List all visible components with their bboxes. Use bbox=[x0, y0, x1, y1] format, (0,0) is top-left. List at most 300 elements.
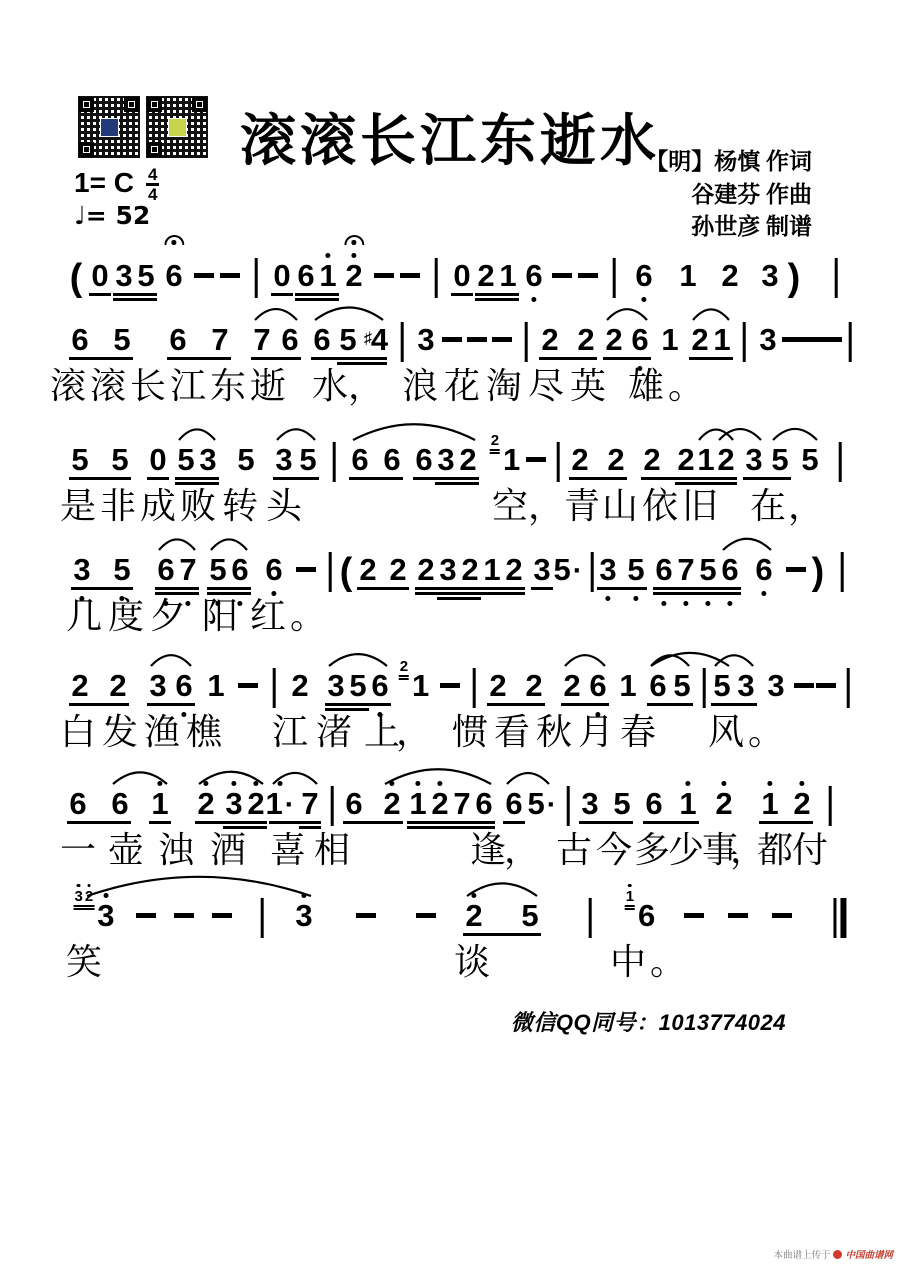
duration-dash bbox=[802, 322, 822, 342]
note: 5 bbox=[237, 442, 255, 477]
barline bbox=[841, 552, 844, 592]
note: 3 bbox=[533, 552, 551, 587]
octave-dot bbox=[77, 884, 80, 887]
barline bbox=[589, 898, 592, 938]
beam-underline bbox=[643, 821, 699, 824]
lyric-syllable: ， bbox=[787, 486, 825, 526]
note: 7 bbox=[301, 786, 319, 821]
lyric-line bbox=[0, 366, 900, 410]
note: 6 bbox=[505, 786, 523, 821]
note: 3 bbox=[225, 786, 242, 822]
lyric-syllable: ， bbox=[527, 486, 565, 526]
duration-dash bbox=[174, 898, 194, 918]
note: 6 bbox=[755, 552, 772, 588]
note: 6 bbox=[157, 552, 174, 588]
duration-dash bbox=[552, 258, 572, 278]
duration-dash bbox=[296, 552, 316, 572]
lyric-syllable: 青 bbox=[563, 486, 601, 526]
note: 1 bbox=[713, 322, 731, 357]
note: ♯4 bbox=[363, 322, 389, 357]
lyric-syllable: 淘 bbox=[485, 366, 523, 406]
note: 2 1 bbox=[490, 432, 521, 477]
note: 1 6 bbox=[625, 898, 656, 934]
note: 3 bbox=[761, 258, 779, 293]
parenthesis: ( bbox=[69, 257, 83, 299]
beam-underline bbox=[295, 293, 339, 296]
note: 2 bbox=[793, 786, 810, 822]
note: 6 bbox=[351, 442, 369, 477]
beam-underline bbox=[325, 703, 391, 706]
beam-underline bbox=[415, 592, 525, 595]
fermata-icon bbox=[344, 235, 364, 245]
note: 3 bbox=[295, 898, 312, 934]
lyric-syllable: 旧 bbox=[681, 486, 719, 526]
lyric-syllable: 渔 bbox=[143, 712, 181, 752]
beam-underline bbox=[349, 477, 403, 480]
lyric-syllable: 浊 bbox=[157, 830, 195, 870]
slur-arc bbox=[715, 655, 753, 666]
beam-underline bbox=[207, 592, 251, 595]
sharp-accidental: ♯ bbox=[363, 330, 372, 347]
duration-dash bbox=[442, 322, 462, 342]
watermark bbox=[773, 1247, 893, 1261]
note: 6 bbox=[231, 552, 248, 588]
beam-underline bbox=[759, 821, 813, 824]
barline bbox=[329, 552, 332, 592]
duration-dash bbox=[374, 258, 394, 278]
grace-notes: 2 bbox=[399, 658, 409, 680]
note: 6 bbox=[297, 258, 315, 293]
note: 2 bbox=[489, 668, 507, 703]
note: 6 bbox=[165, 258, 182, 294]
lyric-syllable: 白 bbox=[59, 712, 97, 752]
time-signature: $\frac{4}{4}$ bbox=[147, 165, 158, 204]
beam-underline bbox=[711, 703, 757, 706]
note: 2 bbox=[577, 322, 595, 357]
note: 6 bbox=[175, 668, 192, 704]
octave-dot-below bbox=[642, 297, 647, 302]
lyric-syllable: 中 bbox=[609, 942, 647, 982]
beam-underline bbox=[67, 821, 131, 824]
barline bbox=[591, 552, 594, 592]
beam-underline bbox=[337, 362, 387, 365]
beam-underline bbox=[531, 587, 553, 590]
note: 5 bbox=[627, 552, 644, 588]
beam-underline bbox=[487, 703, 545, 706]
note: 0 bbox=[273, 258, 291, 293]
note: 2 bbox=[345, 258, 362, 294]
note: 5 bbox=[137, 258, 155, 293]
note: 3 bbox=[149, 668, 167, 703]
beam-underline bbox=[71, 587, 133, 590]
slur-tie-arcs bbox=[0, 872, 900, 902]
lyric-syllable: 古 bbox=[555, 830, 593, 870]
slur-arc bbox=[353, 424, 475, 440]
note: 5 bbox=[349, 668, 367, 703]
lyric-syllable: ， bbox=[503, 830, 541, 870]
lyric-syllable: 风 bbox=[707, 712, 745, 752]
parenthesis: ) bbox=[811, 551, 825, 593]
note: 6 bbox=[71, 322, 89, 357]
note: 5 bbox=[299, 442, 317, 477]
lyric-syllable: 樵 bbox=[185, 712, 223, 752]
note: 2 bbox=[461, 552, 479, 587]
grace-notes: 3 2 bbox=[74, 888, 95, 910]
note: 2 1 bbox=[399, 658, 430, 703]
lyric-syllable: 阳 bbox=[201, 596, 239, 636]
lyric-line bbox=[0, 942, 900, 986]
beam-underline bbox=[641, 477, 737, 480]
beam-underline bbox=[689, 357, 733, 360]
duration-dash bbox=[786, 552, 806, 572]
note: 2 bbox=[459, 442, 477, 477]
lyric-syllable: 。 bbox=[747, 712, 785, 752]
qr-finder-icon bbox=[124, 97, 139, 112]
parenthesis: ) bbox=[787, 257, 801, 299]
note: 1 bbox=[319, 258, 336, 294]
note: 6 bbox=[415, 442, 433, 477]
lyric-line bbox=[0, 486, 900, 530]
note: 2 bbox=[465, 898, 482, 934]
final-barline bbox=[833, 898, 846, 938]
lyric-syllable: 秋 bbox=[535, 712, 573, 752]
watermark-text: 本曲谱上传于 bbox=[773, 1250, 831, 1261]
lyric-syllable: 长 bbox=[129, 366, 167, 406]
note: 3 bbox=[581, 786, 599, 821]
note: 3 bbox=[439, 552, 457, 587]
note: 1 bbox=[661, 322, 679, 357]
lyric-syllable: 都 bbox=[756, 830, 794, 870]
note: 5 bbox=[111, 442, 129, 477]
note: 3 bbox=[73, 552, 90, 588]
note: 3 bbox=[417, 322, 435, 357]
note: 6 bbox=[69, 786, 87, 821]
note: 3 bbox=[275, 442, 293, 477]
note: 1 bbox=[697, 442, 715, 477]
note: 2 bbox=[563, 668, 581, 703]
barline bbox=[525, 322, 528, 362]
beam-underline bbox=[269, 821, 321, 824]
beam-underline bbox=[311, 357, 387, 360]
octave-dot-above bbox=[103, 893, 108, 898]
beam-underline bbox=[273, 477, 319, 480]
note: 5· bbox=[553, 552, 583, 587]
quarter-note-icon: ♩ bbox=[74, 201, 86, 230]
lyric-syllable: 度 bbox=[107, 596, 145, 636]
note: 2 bbox=[677, 442, 695, 477]
beam-underline bbox=[147, 703, 195, 706]
beam-underline bbox=[357, 587, 409, 590]
note: 6 bbox=[313, 322, 331, 357]
beam-underline bbox=[743, 477, 791, 480]
beam-underline bbox=[463, 933, 541, 936]
slur-arc bbox=[699, 430, 733, 440]
lyric-syllable: 依 bbox=[641, 486, 679, 526]
barline bbox=[333, 442, 336, 482]
duration-dash bbox=[794, 668, 814, 688]
lyric-syllable: 相 bbox=[313, 830, 351, 870]
note: 2 bbox=[721, 258, 739, 293]
duration-dash bbox=[467, 322, 487, 342]
lyric-syllable: 春 bbox=[619, 712, 657, 752]
slur-arc bbox=[179, 429, 215, 440]
beam-underline bbox=[653, 587, 741, 590]
note: 0 bbox=[91, 258, 109, 293]
note: 3 bbox=[199, 442, 217, 477]
beam-underline bbox=[195, 821, 267, 824]
duration-dash bbox=[212, 898, 232, 918]
note: 2 bbox=[505, 552, 523, 587]
beam-underline bbox=[325, 708, 369, 711]
note: 5 bbox=[339, 322, 357, 357]
beam-underline bbox=[475, 293, 519, 296]
beam-underline bbox=[149, 821, 171, 824]
note: 6 bbox=[169, 322, 187, 357]
barline bbox=[331, 786, 334, 826]
octave-dot bbox=[87, 884, 90, 887]
lyric-syllable: 发 bbox=[101, 712, 139, 752]
note: 2 bbox=[607, 442, 625, 477]
note: 3 bbox=[327, 668, 345, 703]
lyric-syllable: 事 bbox=[701, 830, 739, 870]
note: 6 bbox=[721, 552, 738, 588]
slur-arc bbox=[467, 883, 537, 896]
lyric-syllable: 空 bbox=[491, 486, 529, 526]
augmentation-dot: · bbox=[546, 789, 557, 821]
lyric-syllable: 几 bbox=[65, 596, 103, 636]
duration-dash bbox=[782, 322, 802, 342]
slur-arc bbox=[651, 653, 729, 666]
lyric-syllable: 少 bbox=[667, 830, 705, 870]
qr-finder-icon bbox=[79, 97, 94, 112]
note: 2 bbox=[643, 442, 661, 477]
fermata-icon bbox=[164, 235, 184, 245]
note: 2 bbox=[525, 668, 543, 703]
note: 6 bbox=[111, 786, 129, 821]
note: 2 bbox=[571, 442, 589, 477]
note: 5 bbox=[613, 786, 631, 821]
note: 6 bbox=[525, 258, 542, 294]
octave-dot bbox=[628, 884, 631, 887]
slur-arc bbox=[651, 655, 689, 666]
lyric-syllable: 雄 bbox=[627, 366, 665, 406]
beam-underline bbox=[407, 821, 495, 824]
slur-arc bbox=[773, 429, 817, 440]
contact-info: 微信QQ同号：1013774024 bbox=[510, 1010, 786, 1035]
beam-underline bbox=[579, 821, 633, 824]
slur-arc bbox=[159, 539, 195, 550]
lyric-syllable: 看 bbox=[493, 712, 531, 752]
slur-arc bbox=[87, 877, 311, 896]
lyric-syllable: 。 bbox=[289, 596, 327, 636]
lyric-syllable: 山 bbox=[601, 486, 639, 526]
slur-arc bbox=[211, 539, 247, 550]
lyric-syllable: 红 bbox=[249, 596, 287, 636]
barline bbox=[557, 442, 560, 482]
beam-underline bbox=[299, 826, 321, 829]
lyric-syllable: 今 bbox=[595, 830, 633, 870]
note: 7 bbox=[253, 322, 271, 357]
note: 5 bbox=[673, 668, 691, 703]
lyric-syllable: 惯 bbox=[451, 712, 489, 752]
lyricist-credit: 【明】杨慎 作词 bbox=[645, 149, 812, 174]
barline bbox=[255, 258, 258, 298]
beam-underline bbox=[343, 821, 403, 824]
note: 2 bbox=[291, 668, 309, 703]
note: 1 bbox=[761, 786, 778, 822]
beam-underline bbox=[155, 592, 199, 595]
lyric-syllable: 渚 bbox=[315, 712, 353, 752]
lyric-syllable: 是 bbox=[59, 486, 97, 526]
note: 6 bbox=[475, 786, 493, 821]
barline bbox=[829, 786, 832, 826]
lyric-syllable: 在 bbox=[749, 486, 787, 526]
duration-dash bbox=[440, 668, 460, 688]
note: 6 bbox=[371, 668, 388, 704]
beam-underline bbox=[207, 587, 251, 590]
note: 6 bbox=[383, 442, 401, 477]
lyric-syllable: 。 bbox=[649, 942, 687, 982]
note: 1 bbox=[151, 786, 168, 822]
lyric-syllable: ， bbox=[395, 712, 433, 752]
beam-underline bbox=[223, 826, 267, 829]
lyric-syllable: 谈 bbox=[453, 942, 491, 982]
duration-dash bbox=[526, 442, 546, 462]
duration-dash bbox=[136, 898, 156, 918]
duration-dash bbox=[416, 898, 436, 918]
composer-credit: 谷建芬 作曲 bbox=[691, 181, 812, 207]
lyric-syllable: 英 bbox=[569, 366, 607, 406]
key-label: 1= C bbox=[74, 166, 134, 198]
lyric-syllable: 成 bbox=[139, 486, 177, 526]
note: 2 bbox=[477, 258, 495, 293]
duration-dash bbox=[194, 258, 214, 278]
note: 2 bbox=[109, 668, 127, 703]
note: 5 bbox=[521, 898, 539, 933]
beam-underline bbox=[435, 482, 479, 485]
note: 2 bbox=[431, 786, 448, 822]
note: 3 2 3 bbox=[74, 898, 115, 934]
note: 3 bbox=[759, 322, 777, 357]
duration-dash bbox=[220, 258, 240, 278]
note: 2 bbox=[715, 786, 732, 822]
grace-notes: 1 bbox=[625, 888, 635, 910]
note: 5 bbox=[71, 442, 89, 477]
beam-underline bbox=[415, 587, 525, 590]
note: 2 bbox=[717, 442, 735, 477]
slur-arc bbox=[565, 655, 605, 666]
duration-dash bbox=[822, 322, 842, 342]
note: 1 bbox=[483, 552, 501, 587]
note: 3 bbox=[767, 668, 785, 703]
beam-underline bbox=[539, 357, 597, 360]
lyric-syllable: 壶 bbox=[107, 830, 145, 870]
lyric-syllable: 一 bbox=[59, 830, 97, 870]
barline bbox=[567, 786, 570, 826]
parenthesis: ( bbox=[339, 551, 353, 593]
lyric-syllable: ， bbox=[729, 830, 767, 870]
beam-underline bbox=[653, 592, 741, 595]
duration-dash bbox=[400, 258, 420, 278]
lyric-syllable: 败 bbox=[179, 486, 217, 526]
note: 3 bbox=[737, 668, 755, 703]
lyric-syllable: 逢 bbox=[469, 830, 507, 870]
beam-underline bbox=[603, 357, 651, 360]
note: 2 bbox=[417, 552, 435, 587]
note: 2 bbox=[247, 786, 264, 822]
note: 2 bbox=[383, 786, 400, 822]
beam-underline bbox=[475, 298, 519, 301]
slur-arc bbox=[723, 539, 771, 550]
duration-dash bbox=[772, 898, 792, 918]
duration-dash bbox=[492, 322, 512, 342]
lyric-syllable: 滚 bbox=[49, 366, 87, 406]
beam-underline bbox=[271, 293, 293, 296]
beam-underline bbox=[675, 482, 737, 485]
note: 5 bbox=[771, 442, 789, 477]
beam-underline bbox=[597, 587, 647, 590]
slur-arc bbox=[329, 654, 387, 666]
beam-underline bbox=[407, 826, 495, 829]
note: 2 bbox=[197, 786, 214, 822]
note: 1· bbox=[266, 786, 295, 823]
beam-underline bbox=[113, 298, 157, 301]
note: 1 bbox=[499, 258, 517, 293]
site-logo-icon bbox=[833, 1250, 842, 1259]
slur-arc bbox=[151, 655, 191, 666]
note: 2 bbox=[71, 668, 89, 703]
note: 6 bbox=[589, 668, 606, 704]
barline bbox=[435, 258, 438, 298]
duration-dash bbox=[684, 898, 704, 918]
lyric-syllable: 非 bbox=[99, 486, 137, 526]
qr-finder-icon bbox=[192, 97, 207, 112]
note: 0 bbox=[149, 442, 167, 477]
grace-notes: 2 bbox=[490, 432, 500, 454]
augmentation-dot: · bbox=[572, 555, 583, 587]
barline bbox=[839, 442, 842, 482]
octave-dot-above bbox=[277, 781, 282, 786]
lyric-line bbox=[0, 596, 900, 640]
lyric-syllable: 笑 bbox=[65, 942, 103, 982]
lyric-syllable: 酒 bbox=[209, 830, 247, 870]
lyric-syllable: 。 bbox=[667, 366, 705, 406]
note: 6 bbox=[345, 786, 363, 821]
beam-underline bbox=[147, 477, 169, 480]
lyric-syllable: 花 bbox=[443, 366, 481, 406]
lyric-syllable: 喜 bbox=[269, 830, 307, 870]
note: 6 bbox=[645, 786, 663, 821]
note: 6 bbox=[655, 552, 672, 588]
note: 3 bbox=[599, 552, 616, 588]
augmentation-dot: · bbox=[284, 789, 295, 821]
watermark-site: 中国曲谱网 bbox=[845, 1250, 893, 1261]
note: 1 bbox=[619, 668, 637, 703]
beam-underline bbox=[295, 298, 339, 301]
key-signature bbox=[74, 166, 159, 203]
note: 7 bbox=[677, 552, 694, 588]
note: 1 bbox=[679, 258, 697, 293]
song-title: 滚滚长江东逝水 bbox=[240, 108, 660, 174]
duration-dash bbox=[356, 898, 376, 918]
note: 5 bbox=[801, 442, 819, 477]
note: 3 bbox=[745, 442, 763, 477]
slur-arc bbox=[719, 429, 761, 440]
credits-block bbox=[645, 146, 812, 244]
barline bbox=[743, 322, 746, 362]
beam-underline bbox=[175, 482, 219, 485]
lyric-syllable: 上 bbox=[363, 712, 401, 752]
